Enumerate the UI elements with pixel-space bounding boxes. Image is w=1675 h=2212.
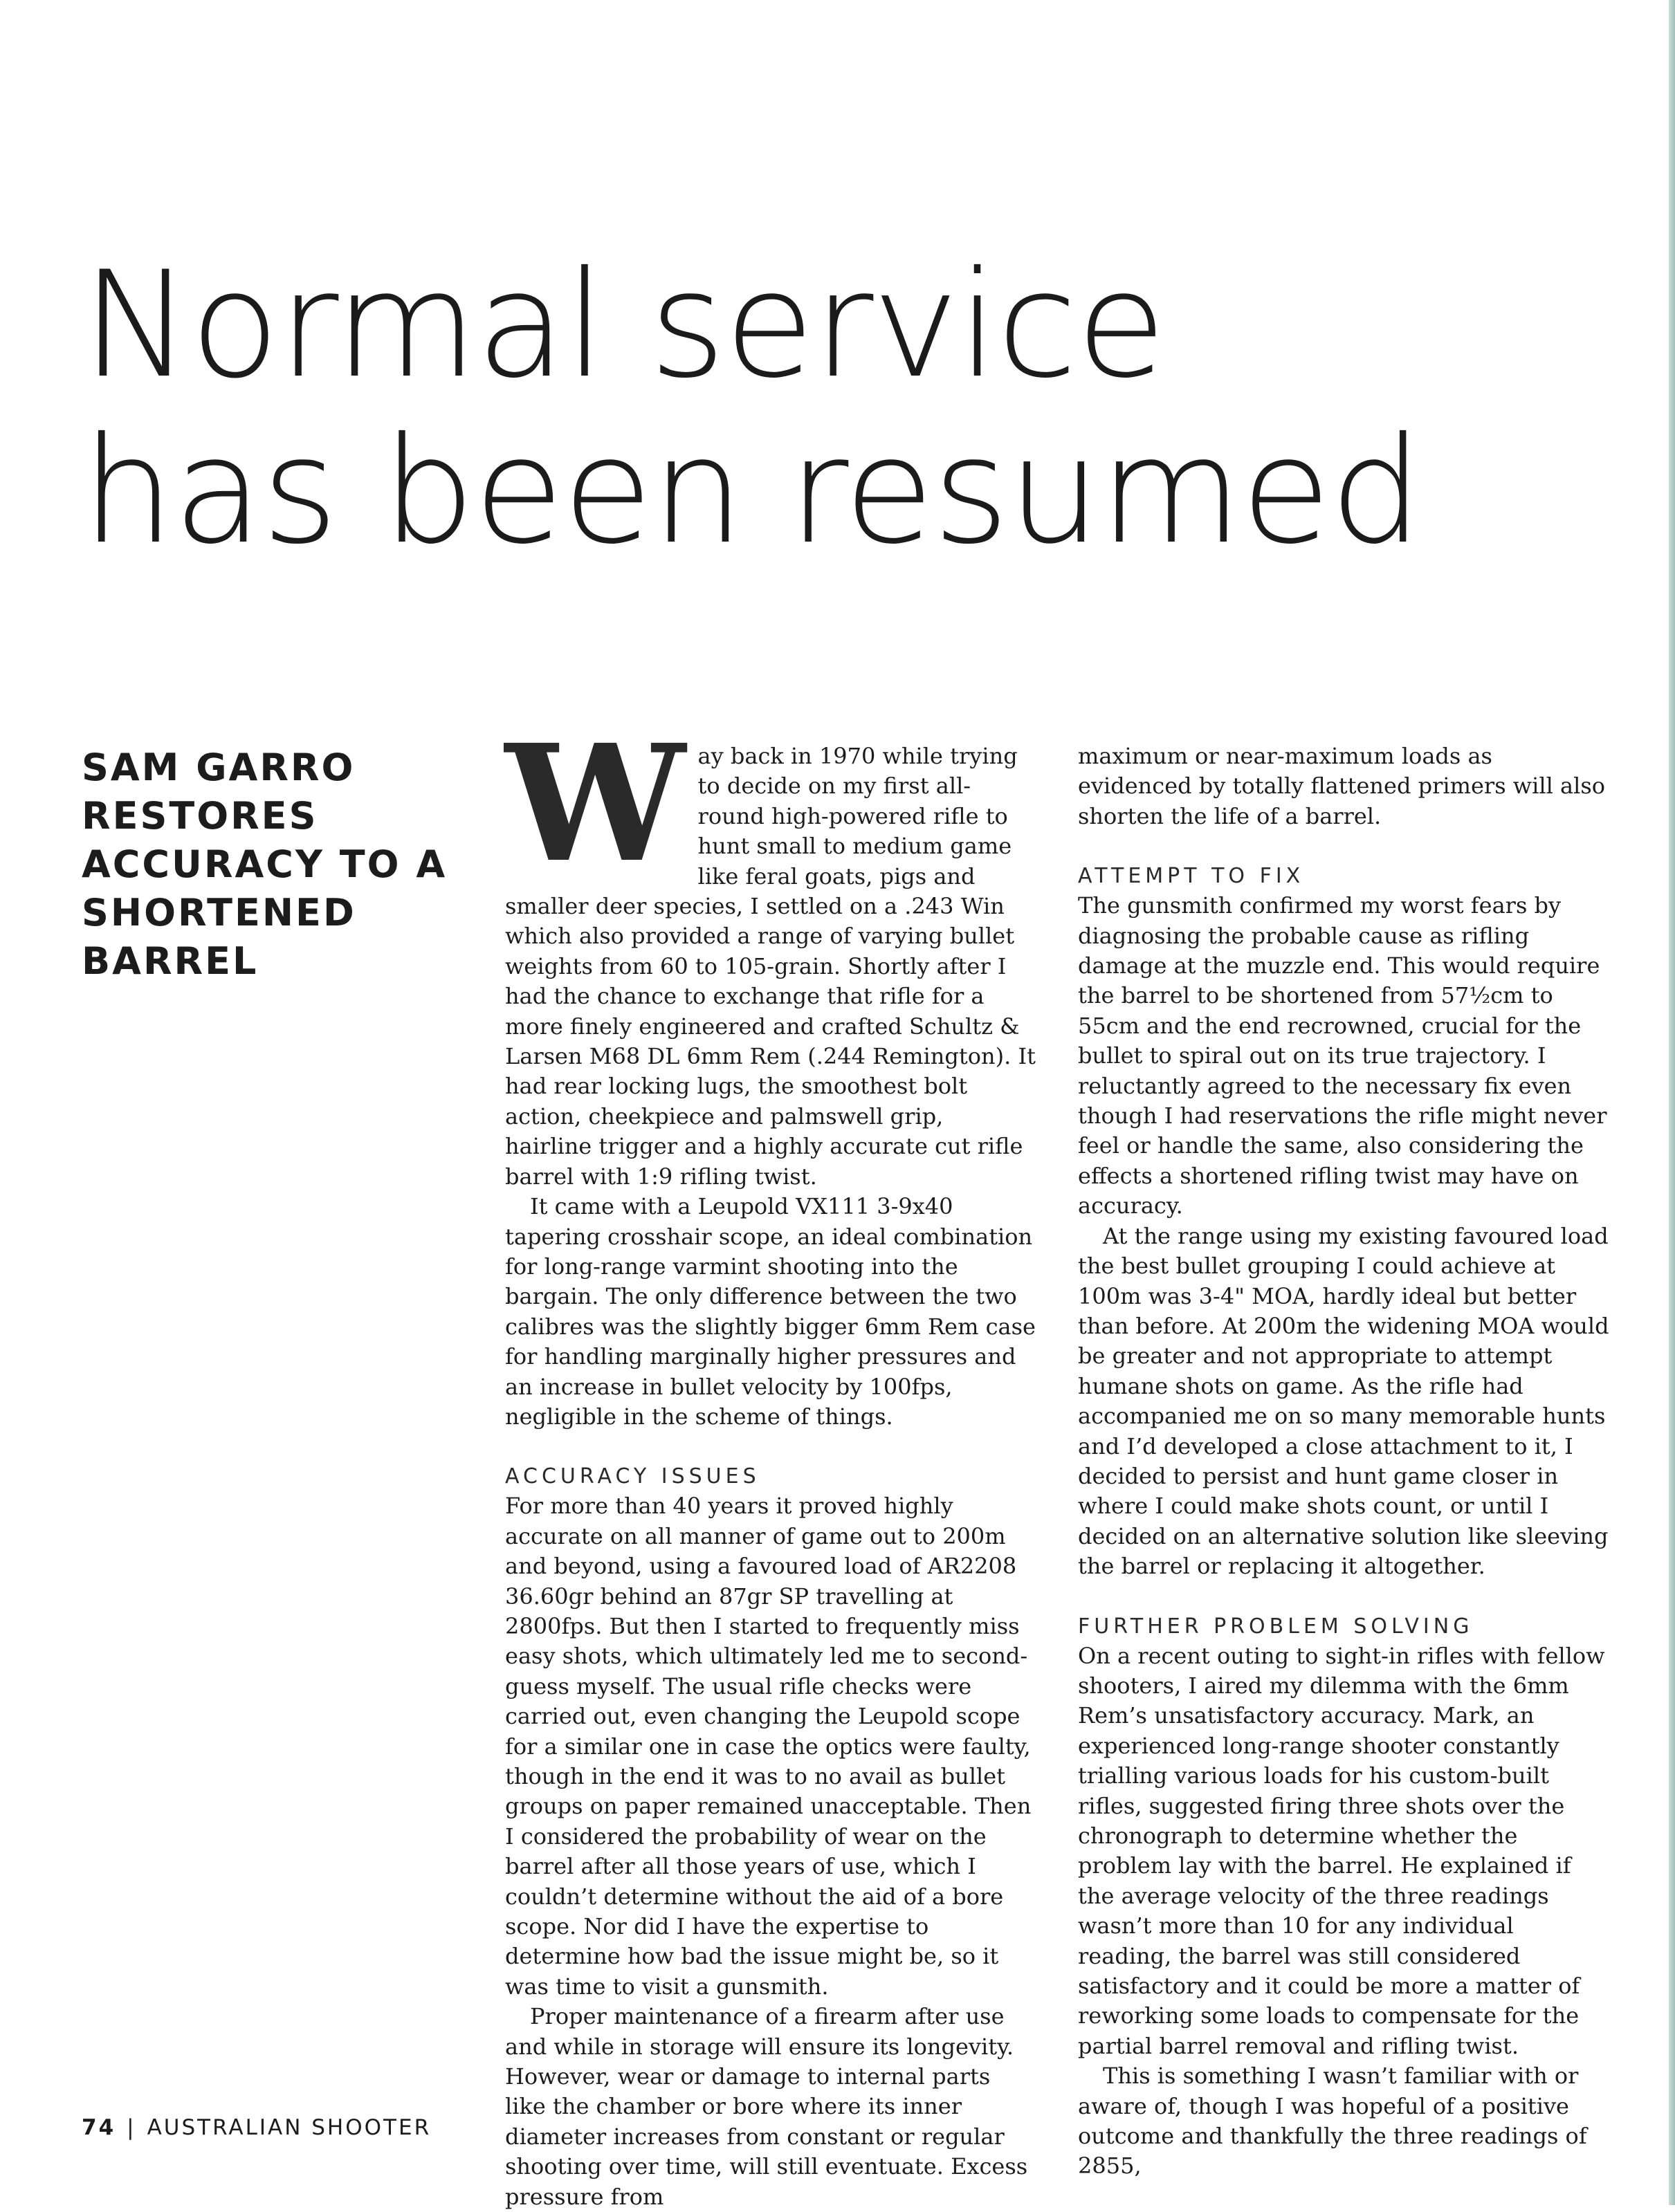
headline-line-1: Normal service bbox=[82, 239, 1165, 410]
headline bbox=[82, 239, 1535, 576]
page-edge bbox=[1669, 0, 1675, 2205]
paragraph: It came with a Leupold VX111 3-9x40 tapering crosshair scope, an ideal combination for long-range varmint shooting into the bargain. The only difference between the two calibres was the slightly bigger 6mm Rem case for handling marginally higher pressures and an increase in bullet velocity by 100fps, negligible in the scheme of things. bbox=[505, 1193, 1036, 1430]
paragraph: For more than 40 years it proved highly accurate on all manner of game out to 200m and beyond, using a favoured load of AR2208 36.60gr behind an 87gr SP travelling at 2800fps. But then I started to frequently miss easy shots, which ultimately led me to second-guess myself. The usual rifle checks were carried out, even changing the Leupold scope for a similar one in case the optics were faulty, though in the end it was to no avail as bullet groups on paper remained unacceptable. Then I considered the probability of wear on the barrel after all those years of use, which I couldn’t determine without the aid of a bore scope. Nor did I have the expertise to determine how bad the issue might be, so it was time to visit a gunsmith. bbox=[505, 1493, 1032, 2000]
section-heading: FURTHER PROBLEM SOLVING bbox=[1078, 1614, 1474, 1639]
article-column-1 bbox=[505, 709, 1036, 2212]
page-number: 74 bbox=[82, 2115, 116, 2140]
section-heading: ACCURACY ISSUES bbox=[505, 1464, 760, 1489]
paragraph: Proper maintenance of a firearm after use and while in storage will ensure its longevity. However, wear or damage to internal parts like the chamber or bore where its inner diameter increases from constant or regular shooting over time, will still eventuate. Excess pressure from bbox=[505, 2003, 1028, 2210]
paragraph: The gunsmith confirmed my worst fears by diagnosing the probable cause as rifling damage at the muzzle end. This would require the barrel to be shortened from 57½cm to 55cm and the end recrowned, crucial for the bullet to spiral out on its true trajectory. I reluctantly agreed to the necessary fix even though I had reservations the rifle might never feel or handle the same, also considering the effects a shortened rifling twist may have on accuracy. bbox=[1078, 892, 1607, 1219]
paragraph: At the range using my existing favoured load the best bullet grouping I could achieve at 100m was 3-4" MOA, hardly ideal but better than before. At 200m the widening MOA would be greater and not appropriate to attempt humane shots on game. As the rifle had accompanied me on so many memorable hunts and I’d developed a close attachment to it, I decided to persist and hunt game closer in where I could make shots count, or until I decided on an alternative solution like sleeving the barrel or replacing it altogether. bbox=[1078, 1222, 1609, 1580]
paragraph bbox=[505, 709, 1036, 1192]
page-footer bbox=[82, 2115, 431, 2140]
drop-cap: W bbox=[505, 709, 686, 898]
paragraph-text: ay back in 1970 while trying to decide on my first all-round high-powered rifle to hunt small to medium game like feral goats, pigs and smaller deer species, I settled on a .243 Win which also provided a range of varying bullet weights from 60 to 105-grain. Shortly after I had the chance to exchange that rifle for a more finely engineered and crafted Schultz & Larsen M68 DL 6mm Rem (.244 Remington). It had rear locking lugs, the smoothest bolt action, cheekpiece and palmswell grip, hairline trigger and a highly accurate cut rifle barrel with 1:9 rifling twist. bbox=[505, 743, 1036, 1190]
paragraph: On a recent outing to sight-in rifles with fellow shooters, I aired my dilemma with the 6mm Rem’s unsatisfactory accuracy. Mark, an experienced long-range shooter constantly trialling various loads for his custom-built rifles, suggested firing three shots over the chronograph to determine whether the problem lay with the barrel. He explained if the average velocity of the three readings wasn’t more than 10 for any individual reading, the barrel was still considered satisfactory and it could be more a matter of reworking some loads to compensate for the partial barrel removal and rifling twist. bbox=[1078, 1642, 1605, 2059]
magazine-name: AUSTRALIAN SHOOTER bbox=[147, 2115, 432, 2140]
section-heading: ATTEMPT TO FIX bbox=[1078, 864, 1305, 889]
paragraph: This is something I wasn’t familiar with or aware of, though I was hopeful of a positive outcome and thankfully the three readings of 2855, bbox=[1078, 2063, 1587, 2179]
article-column-2 bbox=[1078, 741, 1609, 2182]
footer-separator: | bbox=[127, 2115, 136, 2140]
paragraph: maximum or near-maximum loads as evidenced by totally flattened primers will also shorten the life of a barrel. bbox=[1078, 743, 1606, 829]
headline-line-2: has been resumed bbox=[82, 405, 1422, 576]
standfirst: SAM GARRO RESTORES ACCURACY TO A SHORTENED BARREL bbox=[82, 746, 448, 983]
